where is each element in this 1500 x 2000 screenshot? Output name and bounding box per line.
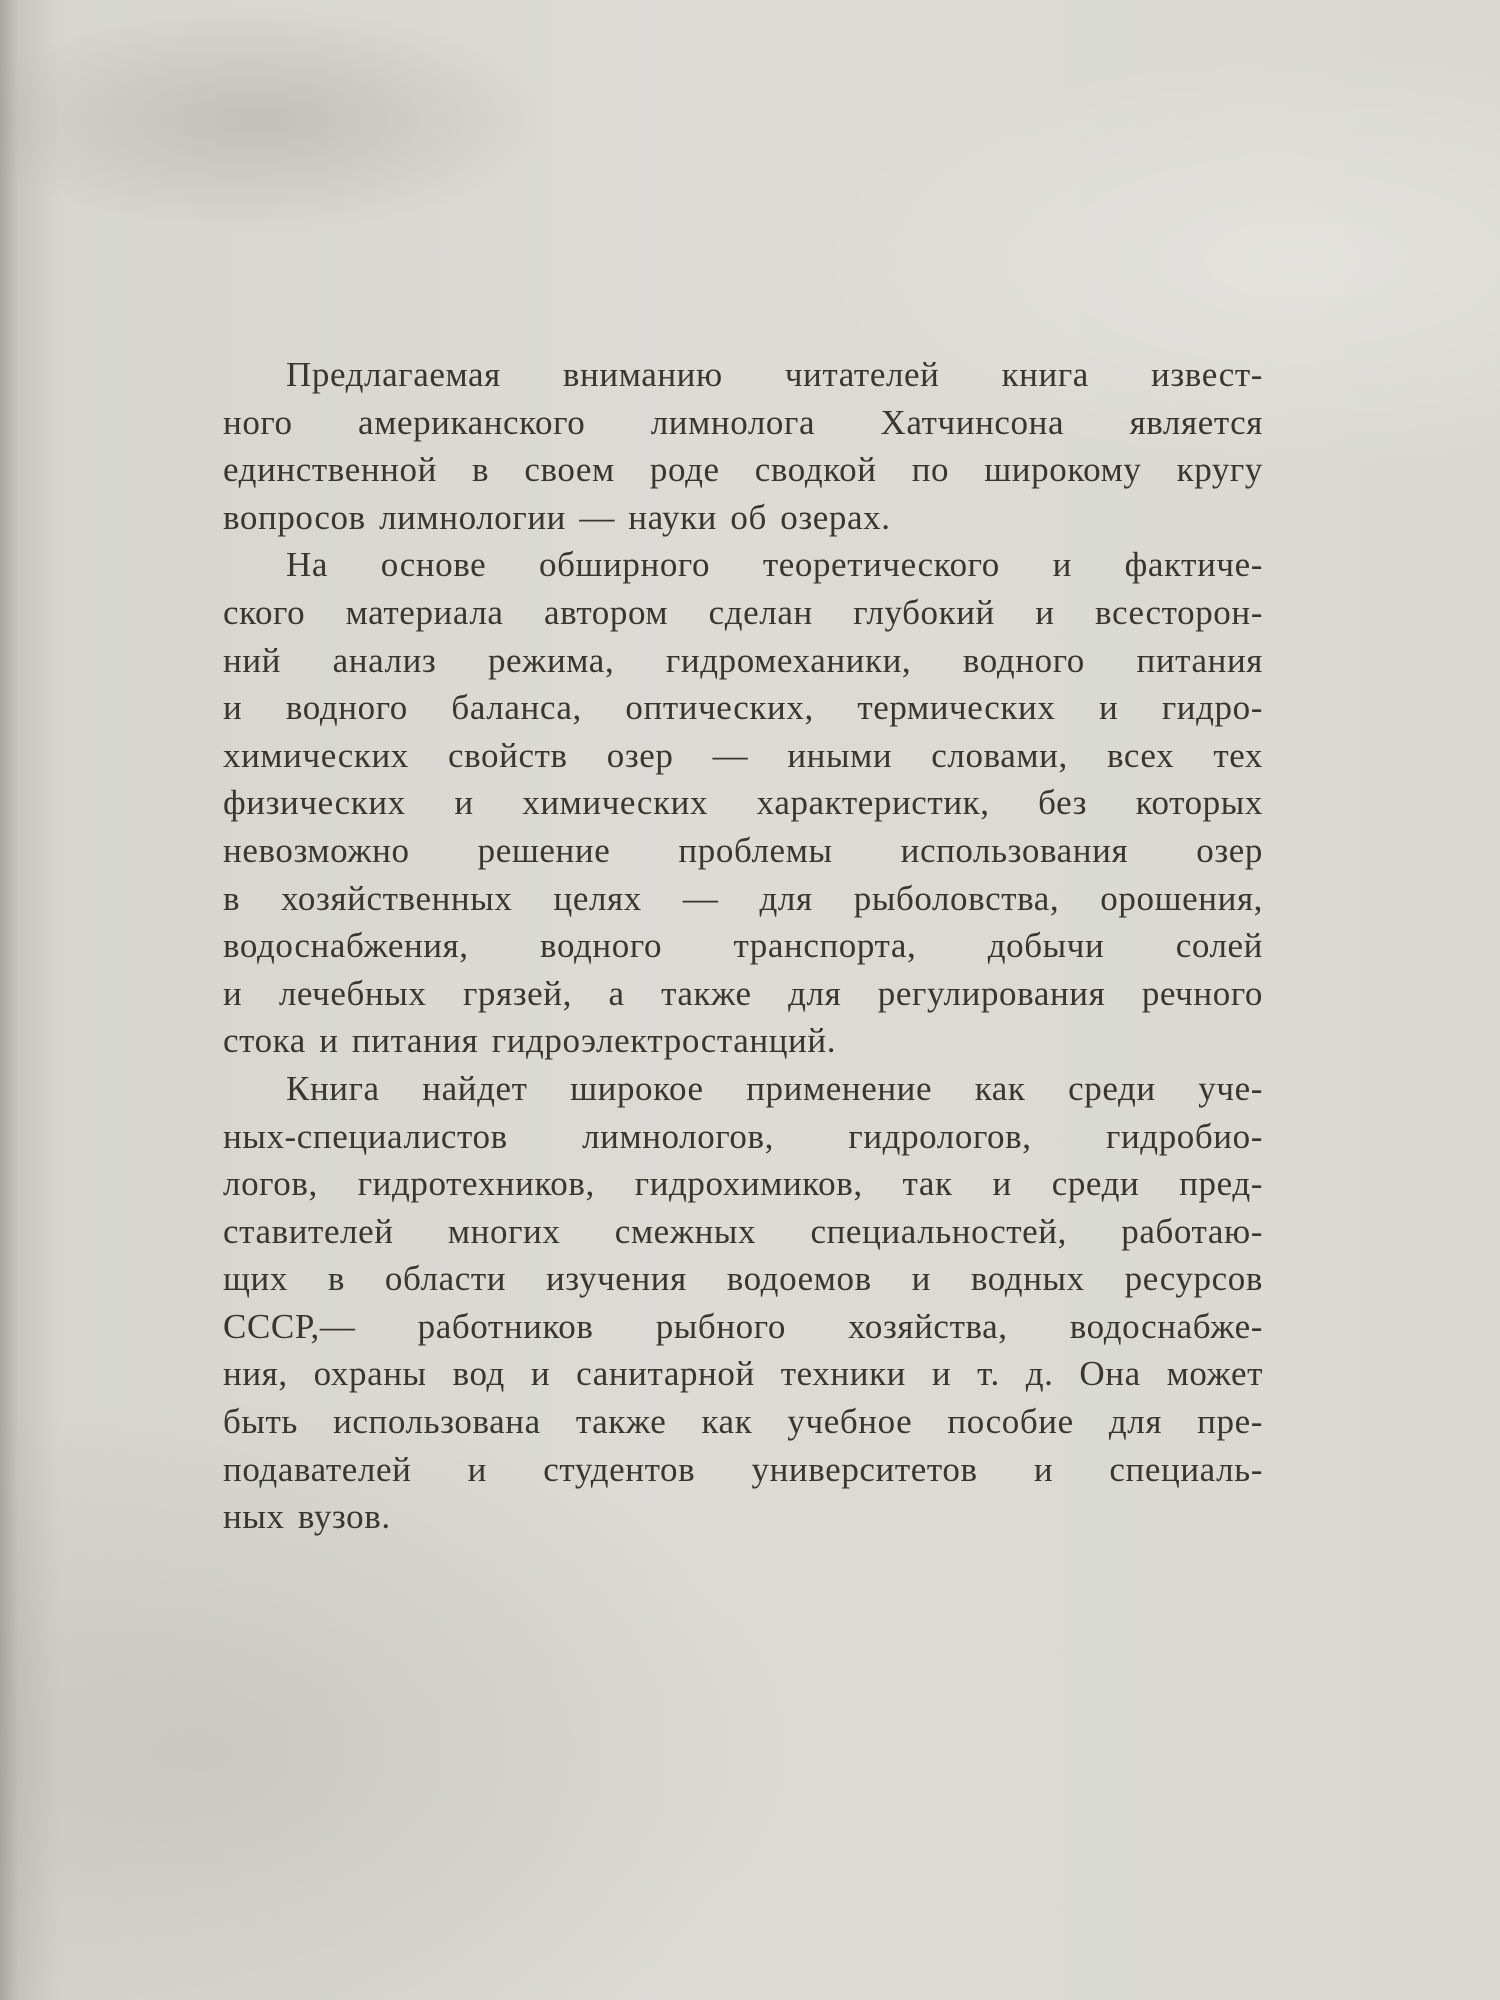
annotation-text: [223, 351, 1263, 1541]
text-line: Предлагаемая вниманию читателей книга извест-: [286, 355, 1263, 394]
text-line: вопросов лимнологии — науки об озерах.: [223, 497, 891, 537]
text-line: СССР,— работников рыбного хозяйства, водоснабже-: [223, 1306, 1263, 1346]
text-line: ского материала автором сделан глубокий и всесторон-: [223, 592, 1263, 632]
paragraph-2: [223, 541, 1263, 1065]
text-line: единственной в своем роде сводкой по широкому кругу: [223, 450, 1263, 490]
text-line: щих в области изучения водоемов и водных ресурсов: [223, 1259, 1263, 1299]
text-line: физических и химических характеристик, без которых: [223, 783, 1263, 823]
text-line: ных вузов.: [223, 1497, 391, 1537]
text-line: ставителей многих смежных специальностей, работаю-: [223, 1211, 1263, 1251]
text-line: в хозяйственных целях — для рыболовства, орошения,: [223, 878, 1263, 918]
text-line: ния, охраны вод и санитарной техники и т. д. Она может: [223, 1354, 1263, 1394]
text-line: ных-специалистов лимнологов, гидрологов, гидробио-: [223, 1116, 1263, 1156]
paragraph-1: [223, 351, 1263, 541]
text-line: ного американского лимнолога Хатчинсона является: [223, 402, 1263, 442]
text-line: На основе обширного теоретического и фактиче-: [286, 545, 1263, 585]
text-line: подавателей и студентов университетов и специаль-: [223, 1449, 1263, 1489]
paragraph-3: [223, 1065, 1263, 1541]
text-line: быть использована также как учебное пособие для пре-: [223, 1402, 1263, 1442]
text-line: Книга найдет широкое применение как среди уче-: [286, 1068, 1263, 1108]
text-line: невозможно решение проблемы использования озер: [223, 830, 1263, 870]
text-line: логов, гидротехников, гидрохимиков, так и среди пред-: [223, 1164, 1263, 1204]
text-line: стока и питания гидроэлектростанций.: [223, 1021, 837, 1061]
text-line: ний анализ режима, гидромеханики, водного питания: [223, 640, 1263, 680]
text-line: и лечебных грязей, а также для регулирования речного: [223, 973, 1263, 1013]
text-line: и водного баланса, оптических, термических и гидро-: [223, 688, 1263, 728]
text-line: химических свойств озер — иными словами, всех тех: [223, 735, 1263, 775]
text-line: водоснабжения, водного транспорта, добычи солей: [223, 926, 1263, 966]
